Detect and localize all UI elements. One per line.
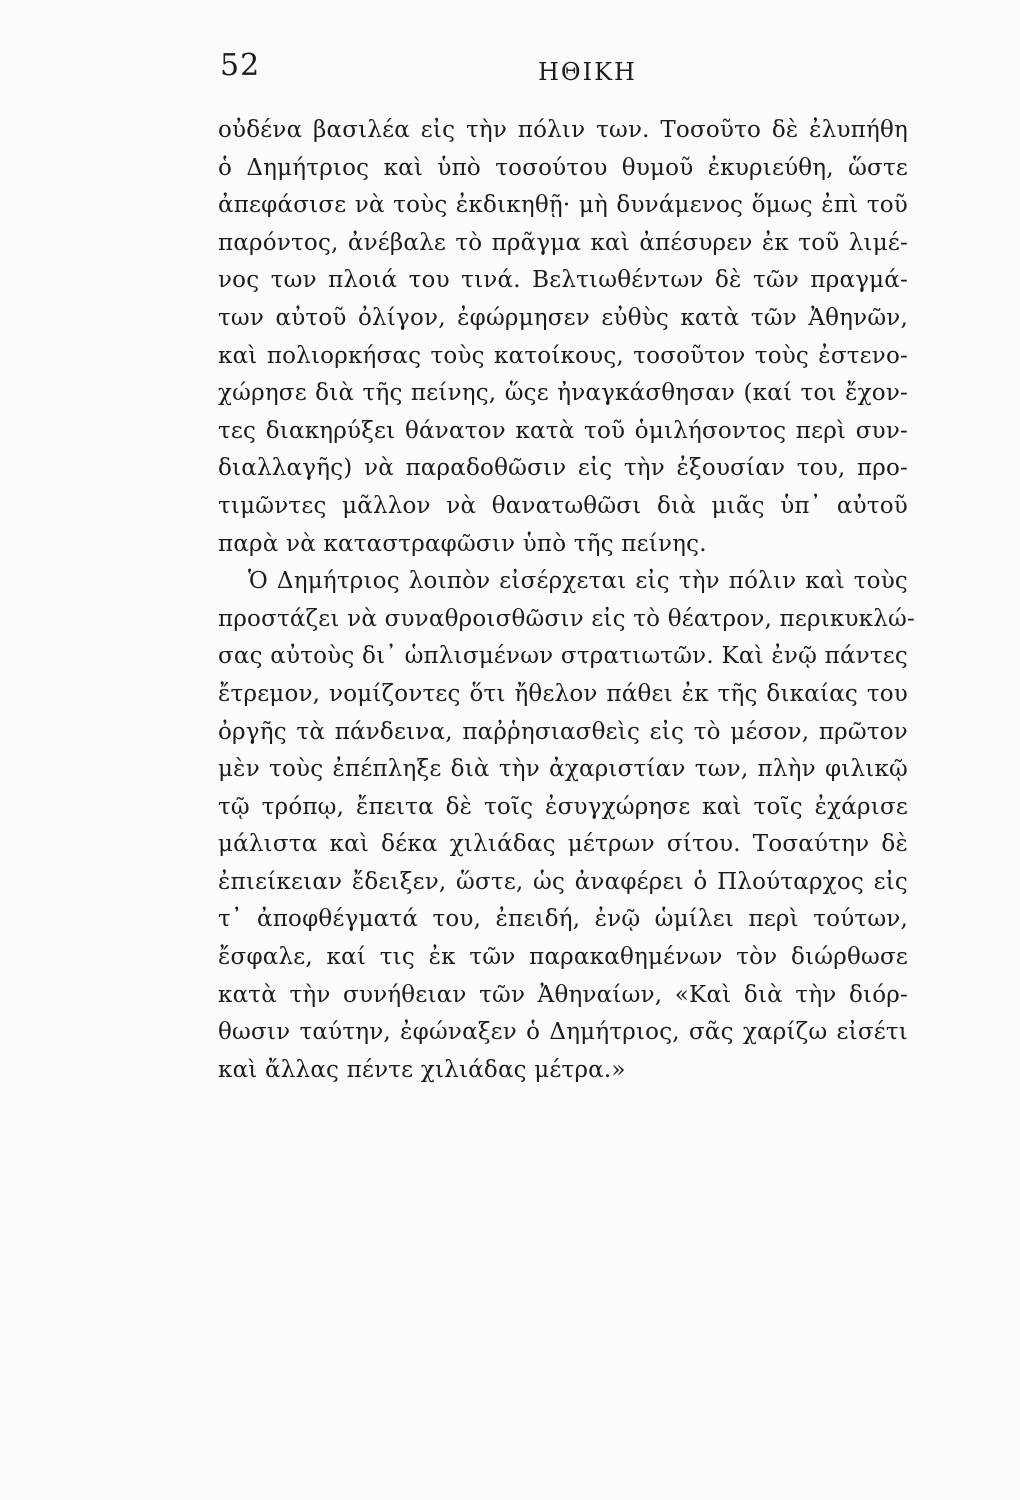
text-line: των αὐτοῦ ὀλίγον, ἐφώρμησεν εὐθὺς κατὰ τῶν Ἀθηνῶν,: [218, 304, 908, 331]
body-text: [218, 112, 915, 1089]
paragraph-end-line: παρὰ νὰ καταστραφῶσιν ὑπὸ τῆς πείνης.: [218, 530, 707, 557]
text-line: μὲν τοὺς ἐπέπληξε διὰ τὴν ἀχαριστίαν των, πλὴν φιλικῷ: [218, 756, 908, 783]
text-line: ἔτρεμον, νομίζοντες ὅτι ἤθελον πάθει ἐκ τῆς δικαίας του: [218, 680, 908, 707]
text-line: παρόντος, ἀνέβαλε τὸ πρᾶγμα καὶ ἀπέσυρεν ἐκ τοῦ λιμέ-: [218, 229, 908, 256]
text-line: καὶ πολιορκήσας τοὺς κατοίκους, τοσοῦτον τοὺς ἐστενο-: [218, 342, 908, 369]
text-line: τῷ τρόπῳ, ἔπειτα δὲ τοῖς ἐσυγχώρησε καὶ τοῖς ἐχάρισε: [218, 793, 908, 820]
paragraph-end-line: καὶ ἄλλας πέντε χιλιάδας μέτρα.»: [218, 1056, 626, 1083]
text-line: διαλλαγῆς) νὰ παραδοθῶσιν εἰς τὴν ἐξουσίαν του, προ-: [218, 455, 908, 482]
text-line: οὐδένα βασιλέα εἰς τὴν πόλιν των. Τοσοῦτο δὲ ἐλυπήθη: [218, 117, 908, 143]
text-line: θωσιν ταύτην, ἐφώναξεν ὁ Δημήτριος, σᾶς χαρίζω εἰσέτι: [218, 1019, 908, 1046]
text-line: ὁ Δημήτριος καὶ ὑπὸ τοσούτου θυμοῦ ἐκυριεύθη, ὥστε: [218, 154, 908, 181]
text-line: προστάζει νὰ συναθροισθῶσιν εἰς τὸ θέατρον, περικυκλώ-: [218, 605, 915, 632]
page-number: 52: [220, 48, 261, 83]
text-line: κατὰ τὴν συνήθειαν τῶν Ἀθηναίων, «Καὶ διὰ τὴν διόρ-: [218, 981, 908, 1008]
text-line: ὀργῆς τὰ πάνδεινα, παῤῥησιασθεὶς εἰς τὸ μέσον, πρῶτον: [218, 718, 908, 745]
text-line: σας αὐτοὺς δι᾽ ὡπλισμένων στρατιωτῶν. Καὶ ἐνῷ πάντες: [218, 643, 908, 670]
paragraph-start-line: Ὁ Δημήτριος λοιπὸν εἰσέρχεται εἰς τὴν πόλιν καὶ τοὺς: [248, 568, 908, 595]
text-line: μάλιστα καὶ δέκα χιλιάδας μέτρων σίτου. Τοσαύτην δὲ: [218, 831, 908, 858]
text-line: ἀπεφάσισε νὰ τοὺς ἐκδικηθῇ· μὴ δυνάμενος ὅμως ἐπὶ τοῦ: [218, 192, 908, 219]
text-line: τιμῶντες μᾶλλον νὰ θανατωθῶσι διὰ μιᾶς ὑπ᾽ αὐτοῦ: [218, 492, 908, 519]
running-head: ΗΘΙΚΗ: [538, 58, 637, 86]
text-line: νος των πλοιά του τινά. Βελτιωθέντων δὲ τῶν πραγμά-: [218, 267, 908, 294]
page-header: [220, 48, 920, 92]
text-line: τες διακηρύξει θάνατον κατὰ τοῦ ὁμιλήσοντος περὶ συν-: [218, 417, 908, 444]
text-line: ἔσφαλε, καί τις ἐκ τῶν παρακαθημένων τὸν διώρθωσε: [218, 944, 908, 971]
text-line: τ᾽ ἀποφθέγματά του, ἐπειδή, ἐνῷ ὡμίλει περὶ τούτων,: [218, 906, 908, 933]
text-line: ἐπιείκειαν ἔδειξεν, ὥστε, ὡς ἀναφέρει ὁ Πλούταρχος εἰς: [218, 868, 908, 895]
text-line: χώρησε διὰ τῆς πείνης, ὥςε ἠναγκάσθησαν (καί τοι ἔχον-: [218, 380, 908, 407]
